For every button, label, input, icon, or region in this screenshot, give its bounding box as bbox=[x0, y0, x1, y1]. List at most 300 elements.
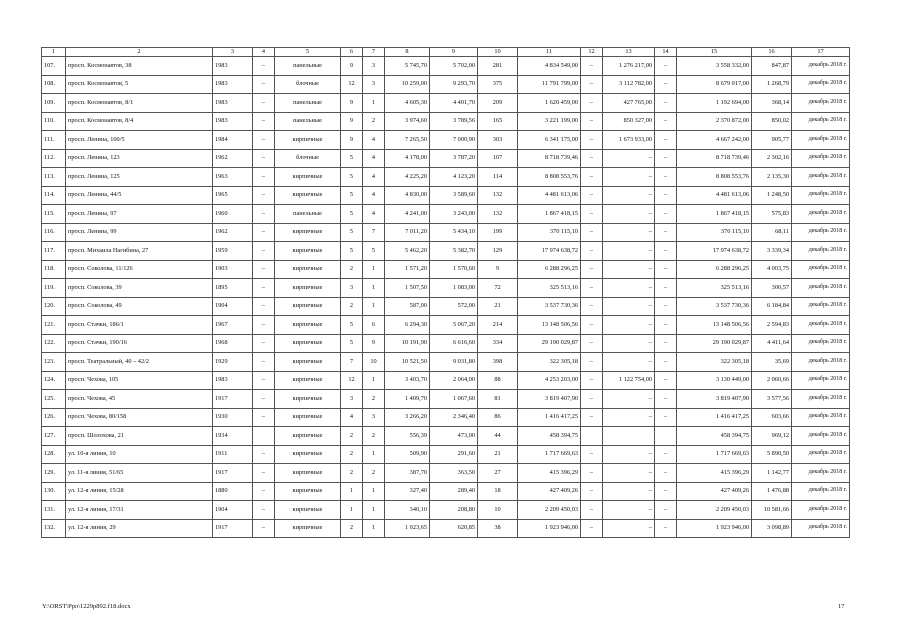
cost-col-13-cell: – bbox=[603, 186, 655, 205]
floors-count-cell: 5 bbox=[341, 242, 363, 261]
address-cell: просп. Соколова, 11/126 bbox=[66, 260, 213, 279]
row-number-cell: 119. bbox=[42, 279, 66, 298]
total-area-cell: 4 830,00 bbox=[385, 186, 430, 205]
cost-col-14-cell: – bbox=[655, 482, 677, 501]
column-number-11: 11 bbox=[518, 48, 581, 57]
entrances-count-cell: 4 bbox=[363, 186, 385, 205]
living-area-cell: 473,00 bbox=[430, 427, 478, 446]
unit-cost-cell: 2 060,66 bbox=[752, 371, 792, 390]
row-number-cell: 132. bbox=[42, 519, 66, 538]
year-reconstruction-cell: – bbox=[253, 390, 275, 409]
address-cell: просп. Ленина, 44/5 bbox=[66, 186, 213, 205]
cost-col-15-cell: 1 867 418,15 bbox=[677, 205, 752, 224]
entrances-count-cell: 4 bbox=[363, 131, 385, 150]
year-reconstruction-cell: – bbox=[253, 297, 275, 316]
table-row bbox=[42, 519, 850, 538]
address-cell: просп. Ленина, 97 bbox=[66, 205, 213, 224]
cost-col-14-cell: – bbox=[655, 168, 677, 187]
year-built-cell: 1965 bbox=[213, 186, 253, 205]
entrances-count-cell: 1 bbox=[363, 279, 385, 298]
living-area-cell: 620,85 bbox=[430, 519, 478, 538]
total-area-cell: 4 241,00 bbox=[385, 205, 430, 224]
total-area-cell: 587,00 bbox=[385, 297, 430, 316]
year-built-cell: 1984 bbox=[213, 131, 253, 150]
table-row bbox=[42, 464, 850, 483]
total-cost-cell: 4 481 613,06 bbox=[518, 186, 581, 205]
unit-cost-cell: 2 302,16 bbox=[752, 149, 792, 168]
unit-cost-cell: 603,66 bbox=[752, 408, 792, 427]
cost-col-14-cell: – bbox=[655, 205, 677, 224]
column-number-12: 12 bbox=[581, 48, 603, 57]
cost-col-14-cell: – bbox=[655, 94, 677, 113]
year-reconstruction-cell: – bbox=[253, 464, 275, 483]
entrances-count-cell: 2 bbox=[363, 464, 385, 483]
column-number-13: 13 bbox=[603, 48, 655, 57]
cost-col-13-cell: – bbox=[603, 205, 655, 224]
row-number-cell: 122. bbox=[42, 334, 66, 353]
cost-col-13-cell: – bbox=[603, 316, 655, 335]
cost-col-15-cell: 325 513,16 bbox=[677, 279, 752, 298]
residents-count-cell: 27 bbox=[478, 464, 518, 483]
column-number-2: 2 bbox=[66, 48, 213, 57]
cost-col-15-cell: 458 394,75 bbox=[677, 427, 752, 446]
year-built-cell: 1934 bbox=[213, 427, 253, 446]
year-built-cell: 1880 bbox=[213, 482, 253, 501]
address-cell: просп. Ленина, 99 bbox=[66, 223, 213, 242]
floors-count-cell: 12 bbox=[341, 371, 363, 390]
entrances-count-cell: 10 bbox=[363, 353, 385, 372]
unit-cost-cell: 4 003,75 bbox=[752, 260, 792, 279]
address-cell: просп. Стачки, 186/1 bbox=[66, 316, 213, 335]
wall-material-cell: кирпичные bbox=[275, 427, 341, 446]
row-number-cell: 129. bbox=[42, 464, 66, 483]
table-row bbox=[42, 445, 850, 464]
year-reconstruction-cell: – bbox=[253, 131, 275, 150]
total-cost-cell: 458 394,75 bbox=[518, 427, 581, 446]
table-row bbox=[42, 149, 850, 168]
row-number-cell: 128. bbox=[42, 445, 66, 464]
row-number-cell: 116. bbox=[42, 223, 66, 242]
year-reconstruction-cell: – bbox=[253, 334, 275, 353]
cost-col-14-cell: – bbox=[655, 186, 677, 205]
cost-col-13-cell: 1 122 754,00 bbox=[603, 371, 655, 390]
total-area-cell: 1 571,20 bbox=[385, 260, 430, 279]
floors-count-cell: 4 bbox=[341, 408, 363, 427]
cost-col-14-cell: – bbox=[655, 390, 677, 409]
wall-material-cell: кирпичные bbox=[275, 501, 341, 520]
table-row bbox=[42, 186, 850, 205]
year-reconstruction-cell bbox=[253, 427, 275, 446]
row-number-cell: 109. bbox=[42, 94, 66, 113]
living-area-cell: 9 031,80 bbox=[430, 353, 478, 372]
floors-count-cell: 5 bbox=[341, 186, 363, 205]
deadline-cell: декабрь 2018 г. bbox=[792, 316, 850, 335]
living-area-cell: 7 000,90 bbox=[430, 131, 478, 150]
year-reconstruction-cell: – bbox=[253, 371, 275, 390]
total-area-cell: 327,40 bbox=[385, 482, 430, 501]
entrances-count-cell: 1 bbox=[363, 501, 385, 520]
row-number-cell: 112. bbox=[42, 149, 66, 168]
floors-count-cell: 1 bbox=[341, 501, 363, 520]
cost-col-12-cell: – bbox=[581, 75, 603, 94]
unit-cost-cell: 1 142,77 bbox=[752, 464, 792, 483]
deadline-cell: декабрь 2018 г. bbox=[792, 131, 850, 150]
cost-col-13-cell: – bbox=[603, 168, 655, 187]
unit-cost-cell: 3 577,56 bbox=[752, 390, 792, 409]
living-area-cell: 2 346,40 bbox=[430, 408, 478, 427]
total-cost-cell: 6 288 296,25 bbox=[518, 260, 581, 279]
total-cost-cell: 4 253 203,00 bbox=[518, 371, 581, 390]
total-area-cell: 3 974,60 bbox=[385, 112, 430, 131]
table-row bbox=[42, 297, 850, 316]
row-number-cell: 107. bbox=[42, 57, 66, 76]
total-cost-cell: 322 305,18 bbox=[518, 353, 581, 372]
entrances-count-cell: 3 bbox=[363, 408, 385, 427]
living-area-cell: 1 083,00 bbox=[430, 279, 478, 298]
address-cell: просп. Чехова, 80/158 bbox=[66, 408, 213, 427]
total-cost-cell: 2 209 450,03 bbox=[518, 501, 581, 520]
address-cell: просп. Михаила Нагибина, 27 bbox=[66, 242, 213, 261]
address-cell: просп. Космонавтов, 8/4 bbox=[66, 112, 213, 131]
year-built-cell: 1930 bbox=[213, 408, 253, 427]
table-row bbox=[42, 94, 850, 113]
floors-count-cell: 5 bbox=[341, 334, 363, 353]
cost-col-15-cell: 3 558 332,00 bbox=[677, 57, 752, 76]
entrances-count-cell: 1 bbox=[363, 519, 385, 538]
cost-col-14-cell: – bbox=[655, 464, 677, 483]
year-built-cell: 1968 bbox=[213, 334, 253, 353]
wall-material-cell: кирпичные bbox=[275, 334, 341, 353]
cost-col-13-cell: – bbox=[603, 464, 655, 483]
cost-col-12-cell: – bbox=[581, 57, 603, 76]
address-cell: ул. 12-я линия, 29 bbox=[66, 519, 213, 538]
floors-count-cell: 9 bbox=[341, 57, 363, 76]
cost-col-13-cell: – bbox=[603, 390, 655, 409]
table-row bbox=[42, 57, 850, 76]
cost-col-14-cell: – bbox=[655, 75, 677, 94]
table-row bbox=[42, 316, 850, 335]
table-row bbox=[42, 75, 850, 94]
address-cell: просп. Театральный, 40 – 42/2 bbox=[66, 353, 213, 372]
unit-cost-cell: 368,14 bbox=[752, 94, 792, 113]
table-row bbox=[42, 131, 850, 150]
cost-col-14-cell: – bbox=[655, 112, 677, 131]
address-cell: ул. 12-я линия, 15/28 bbox=[66, 482, 213, 501]
deadline-cell: декабрь 2018 г. bbox=[792, 75, 850, 94]
row-number-cell: 111. bbox=[42, 131, 66, 150]
table-row bbox=[42, 353, 850, 372]
total-area-cell: 4 178,00 bbox=[385, 149, 430, 168]
total-cost-cell: 1 923 946,00 bbox=[518, 519, 581, 538]
year-built-cell: 1962 bbox=[213, 223, 253, 242]
cost-col-14-cell: – bbox=[655, 501, 677, 520]
entrances-count-cell: 2 bbox=[363, 427, 385, 446]
cost-col-13-cell bbox=[603, 427, 655, 446]
address-cell: ул. 10-я линия, 10 bbox=[66, 445, 213, 464]
wall-material-cell: блочные bbox=[275, 149, 341, 168]
entrances-count-cell: 1 bbox=[363, 445, 385, 464]
floors-count-cell: 9 bbox=[341, 94, 363, 113]
cost-col-12-cell: – bbox=[581, 112, 603, 131]
address-cell: просп. Стачки, 190/16 bbox=[66, 334, 213, 353]
cost-col-13-cell: – bbox=[603, 297, 655, 316]
cost-col-14-cell: – bbox=[655, 223, 677, 242]
cost-col-15-cell: 4 481 613,06 bbox=[677, 186, 752, 205]
cost-col-12-cell: – bbox=[581, 205, 603, 224]
year-reconstruction-cell: – bbox=[253, 242, 275, 261]
cost-col-13-cell: 1 673 933,00 bbox=[603, 131, 655, 150]
column-number-3: 3 bbox=[213, 48, 253, 57]
living-area-cell: 363,50 bbox=[430, 464, 478, 483]
residents-count-cell: 165 bbox=[478, 112, 518, 131]
total-area-cell: 1 507,50 bbox=[385, 279, 430, 298]
cost-col-14-cell: – bbox=[655, 131, 677, 150]
cost-col-12-cell: – bbox=[581, 464, 603, 483]
cost-col-15-cell: 4 667 242,00 bbox=[677, 131, 752, 150]
total-area-cell: 4 605,30 bbox=[385, 94, 430, 113]
row-number-cell: 127. bbox=[42, 427, 66, 446]
cost-col-15-cell: 427 409,26 bbox=[677, 482, 752, 501]
address-cell: просп. Шолохова, 21 bbox=[66, 427, 213, 446]
table-row bbox=[42, 205, 850, 224]
residents-count-cell: 18 bbox=[478, 482, 518, 501]
deadline-cell: декабрь 2018 г. bbox=[792, 223, 850, 242]
wall-material-cell: кирпичные bbox=[275, 464, 341, 483]
cost-col-15-cell: 1 717 669,63 bbox=[677, 445, 752, 464]
deadline-cell: декабрь 2018 г. bbox=[792, 149, 850, 168]
total-cost-cell: 13 148 506,56 bbox=[518, 316, 581, 335]
floors-count-cell: 2 bbox=[341, 260, 363, 279]
column-number-8: 8 bbox=[385, 48, 430, 57]
living-area-cell: 3 789,56 bbox=[430, 112, 478, 131]
address-cell: просп. Космонавтов, 38 bbox=[66, 57, 213, 76]
total-area-cell: 10 521,50 bbox=[385, 353, 430, 372]
year-reconstruction-cell: – bbox=[253, 205, 275, 224]
table-row bbox=[42, 112, 850, 131]
deadline-cell: декабрь 2018 г. bbox=[792, 408, 850, 427]
entrances-count-cell: 4 bbox=[363, 149, 385, 168]
year-reconstruction-cell: – bbox=[253, 112, 275, 131]
entrances-count-cell: 7 bbox=[363, 223, 385, 242]
row-number-cell: 131. bbox=[42, 501, 66, 520]
wall-material-cell: панельные bbox=[275, 205, 341, 224]
deadline-cell: декабрь 2018 г. bbox=[792, 242, 850, 261]
cost-col-13-cell: – bbox=[603, 501, 655, 520]
cost-col-15-cell: 3 537 730,36 bbox=[677, 297, 752, 316]
cost-col-14-cell: – bbox=[655, 445, 677, 464]
floors-count-cell: 2 bbox=[341, 427, 363, 446]
residents-count-cell: 132 bbox=[478, 186, 518, 205]
address-cell: просп. Ленина, 125 bbox=[66, 168, 213, 187]
cost-col-12-cell: – bbox=[581, 186, 603, 205]
total-area-cell: 7 265,50 bbox=[385, 131, 430, 150]
floors-count-cell: 5 bbox=[341, 316, 363, 335]
total-cost-cell: 11 791 799,00 bbox=[518, 75, 581, 94]
residents-count-cell: 21 bbox=[478, 297, 518, 316]
year-reconstruction-cell: – bbox=[253, 223, 275, 242]
unit-cost-cell: 35,69 bbox=[752, 353, 792, 372]
column-number-1: 1 bbox=[42, 48, 66, 57]
cost-col-14-cell: – bbox=[655, 260, 677, 279]
cost-col-15-cell: 370 115,10 bbox=[677, 223, 752, 242]
deadline-cell: декабрь 2018 г. bbox=[792, 482, 850, 501]
cost-col-14-cell bbox=[655, 427, 677, 446]
column-number-17: 17 bbox=[792, 48, 850, 57]
table-row bbox=[42, 223, 850, 242]
floors-count-cell: 7 bbox=[341, 353, 363, 372]
deadline-cell: декабрь 2018 г. bbox=[792, 519, 850, 538]
cost-col-15-cell: 1 192 694,00 bbox=[677, 94, 752, 113]
unit-cost-cell: 2 135,30 bbox=[752, 168, 792, 187]
cost-col-13-cell: – bbox=[603, 149, 655, 168]
wall-material-cell: кирпичные bbox=[275, 168, 341, 187]
living-area-cell: 4 401,70 bbox=[430, 94, 478, 113]
total-area-cell: 5 462,20 bbox=[385, 242, 430, 261]
wall-material-cell: кирпичные bbox=[275, 519, 341, 538]
row-number-cell: 126. bbox=[42, 408, 66, 427]
unit-cost-cell: 4 411,64 bbox=[752, 334, 792, 353]
cost-col-15-cell: 29 190 029,87 bbox=[677, 334, 752, 353]
unit-cost-cell: 3 339,34 bbox=[752, 242, 792, 261]
year-reconstruction-cell: – bbox=[253, 316, 275, 335]
wall-material-cell: кирпичные bbox=[275, 482, 341, 501]
cost-col-14-cell: – bbox=[655, 519, 677, 538]
cost-col-14-cell: – bbox=[655, 242, 677, 261]
cost-col-13-cell: – bbox=[603, 334, 655, 353]
column-number-14: 14 bbox=[655, 48, 677, 57]
wall-material-cell: панельные bbox=[275, 94, 341, 113]
column-number-15: 15 bbox=[677, 48, 752, 57]
residents-count-cell: 209 bbox=[478, 94, 518, 113]
residents-count-cell: 281 bbox=[478, 57, 518, 76]
floors-count-cell: 5 bbox=[341, 149, 363, 168]
year-built-cell: 1983 bbox=[213, 75, 253, 94]
cost-col-12-cell: – bbox=[581, 242, 603, 261]
cost-col-12-cell: – bbox=[581, 279, 603, 298]
row-number-cell: 130. bbox=[42, 482, 66, 501]
entrances-count-cell: 3 bbox=[363, 75, 385, 94]
deadline-cell: декабрь 2018 г. bbox=[792, 334, 850, 353]
table-row bbox=[42, 260, 850, 279]
living-area-cell: 2 064,00 bbox=[430, 371, 478, 390]
floors-count-cell: 2 bbox=[341, 297, 363, 316]
address-cell: просп. Космонавтов, 8/1 bbox=[66, 94, 213, 113]
deadline-cell: декабрь 2018 г. bbox=[792, 94, 850, 113]
file-path: Y:\ORST\Ppo\1229p892.f18.docx bbox=[42, 603, 131, 610]
residents-count-cell: 9 bbox=[478, 260, 518, 279]
total-cost-cell: 4 834 549,00 bbox=[518, 57, 581, 76]
cost-col-12-cell: – bbox=[581, 316, 603, 335]
living-area-cell: 5 434,10 bbox=[430, 223, 478, 242]
year-built-cell: 1959 bbox=[213, 242, 253, 261]
residents-count-cell: 10 bbox=[478, 501, 518, 520]
floors-count-cell: 5 bbox=[341, 223, 363, 242]
row-number-cell: 114. bbox=[42, 186, 66, 205]
residents-count-cell: 86 bbox=[478, 408, 518, 427]
table-row bbox=[42, 371, 850, 390]
wall-material-cell: кирпичные bbox=[275, 260, 341, 279]
cost-col-14-cell: – bbox=[655, 297, 677, 316]
year-built-cell: 1917 bbox=[213, 464, 253, 483]
entrances-count-cell: 4 bbox=[363, 168, 385, 187]
column-number-9: 9 bbox=[430, 48, 478, 57]
column-number-7: 7 bbox=[363, 48, 385, 57]
floors-count-cell: 2 bbox=[341, 519, 363, 538]
wall-material-cell: кирпичные bbox=[275, 279, 341, 298]
residents-count-cell: 303 bbox=[478, 131, 518, 150]
wall-material-cell: кирпичные bbox=[275, 242, 341, 261]
residents-count-cell: 107 bbox=[478, 149, 518, 168]
residents-count-cell: 114 bbox=[478, 168, 518, 187]
deadline-cell: декабрь 2018 г. bbox=[792, 168, 850, 187]
total-area-cell: 1 023,65 bbox=[385, 519, 430, 538]
deadline-cell: декабрь 2018 г. bbox=[792, 112, 850, 131]
address-cell: просп. Ленина, 123 bbox=[66, 149, 213, 168]
entrances-count-cell: 1 bbox=[363, 260, 385, 279]
total-area-cell: 1 409,70 bbox=[385, 390, 430, 409]
residents-count-cell: 81 bbox=[478, 390, 518, 409]
total-area-cell: 387,70 bbox=[385, 464, 430, 483]
cost-col-12-cell: – bbox=[581, 445, 603, 464]
cost-col-12-cell: – bbox=[581, 371, 603, 390]
total-area-cell: 3 403,70 bbox=[385, 371, 430, 390]
living-area-cell: 3 787,20 bbox=[430, 149, 478, 168]
document-table bbox=[41, 47, 850, 538]
entrances-count-cell: 5 bbox=[363, 242, 385, 261]
cost-col-13-cell: – bbox=[603, 482, 655, 501]
floors-count-cell: 3 bbox=[341, 279, 363, 298]
cost-col-15-cell: 1 416 417,25 bbox=[677, 408, 752, 427]
cost-col-15-cell: 3 819 407,90 bbox=[677, 390, 752, 409]
unit-cost-cell: 575,83 bbox=[752, 205, 792, 224]
year-reconstruction-cell: – bbox=[253, 408, 275, 427]
cost-col-12-cell: – bbox=[581, 223, 603, 242]
year-built-cell: 1895 bbox=[213, 279, 253, 298]
address-cell: просп. Чехова, 45 bbox=[66, 390, 213, 409]
year-reconstruction-cell: – bbox=[253, 501, 275, 520]
cost-col-14-cell: – bbox=[655, 57, 677, 76]
deadline-cell: декабрь 2018 г. bbox=[792, 371, 850, 390]
row-number-cell: 110. bbox=[42, 112, 66, 131]
cost-col-12-cell: – bbox=[581, 519, 603, 538]
cost-col-14-cell: – bbox=[655, 371, 677, 390]
year-reconstruction-cell: – bbox=[253, 149, 275, 168]
cost-col-12-cell: – bbox=[581, 131, 603, 150]
living-area-cell: 1 570,60 bbox=[430, 260, 478, 279]
year-built-cell: 1983 bbox=[213, 371, 253, 390]
year-built-cell: 1983 bbox=[213, 57, 253, 76]
unit-cost-cell: 6 184,84 bbox=[752, 297, 792, 316]
cost-col-12-cell bbox=[581, 427, 603, 446]
living-area-cell: 3 589,60 bbox=[430, 186, 478, 205]
deadline-cell: декабрь 2018 г. bbox=[792, 297, 850, 316]
cost-col-13-cell: 850 327,00 bbox=[603, 112, 655, 131]
entrances-count-cell: 1 bbox=[363, 482, 385, 501]
total-cost-cell: 1 416 417,25 bbox=[518, 408, 581, 427]
total-cost-cell: 427 409,26 bbox=[518, 482, 581, 501]
deadline-cell: декабрь 2018 г. bbox=[792, 205, 850, 224]
cost-col-15-cell: 17 974 638,72 bbox=[677, 242, 752, 261]
year-reconstruction-cell: – bbox=[253, 57, 275, 76]
cost-col-14-cell: – bbox=[655, 408, 677, 427]
cost-col-15-cell: 3 130 449,00 bbox=[677, 371, 752, 390]
entrances-count-cell: 6 bbox=[363, 316, 385, 335]
entrances-count-cell: 4 bbox=[363, 205, 385, 224]
cost-col-13-cell: – bbox=[603, 279, 655, 298]
row-number-cell: 118. bbox=[42, 260, 66, 279]
column-number-4: 4 bbox=[253, 48, 275, 57]
residents-count-cell: 214 bbox=[478, 316, 518, 335]
